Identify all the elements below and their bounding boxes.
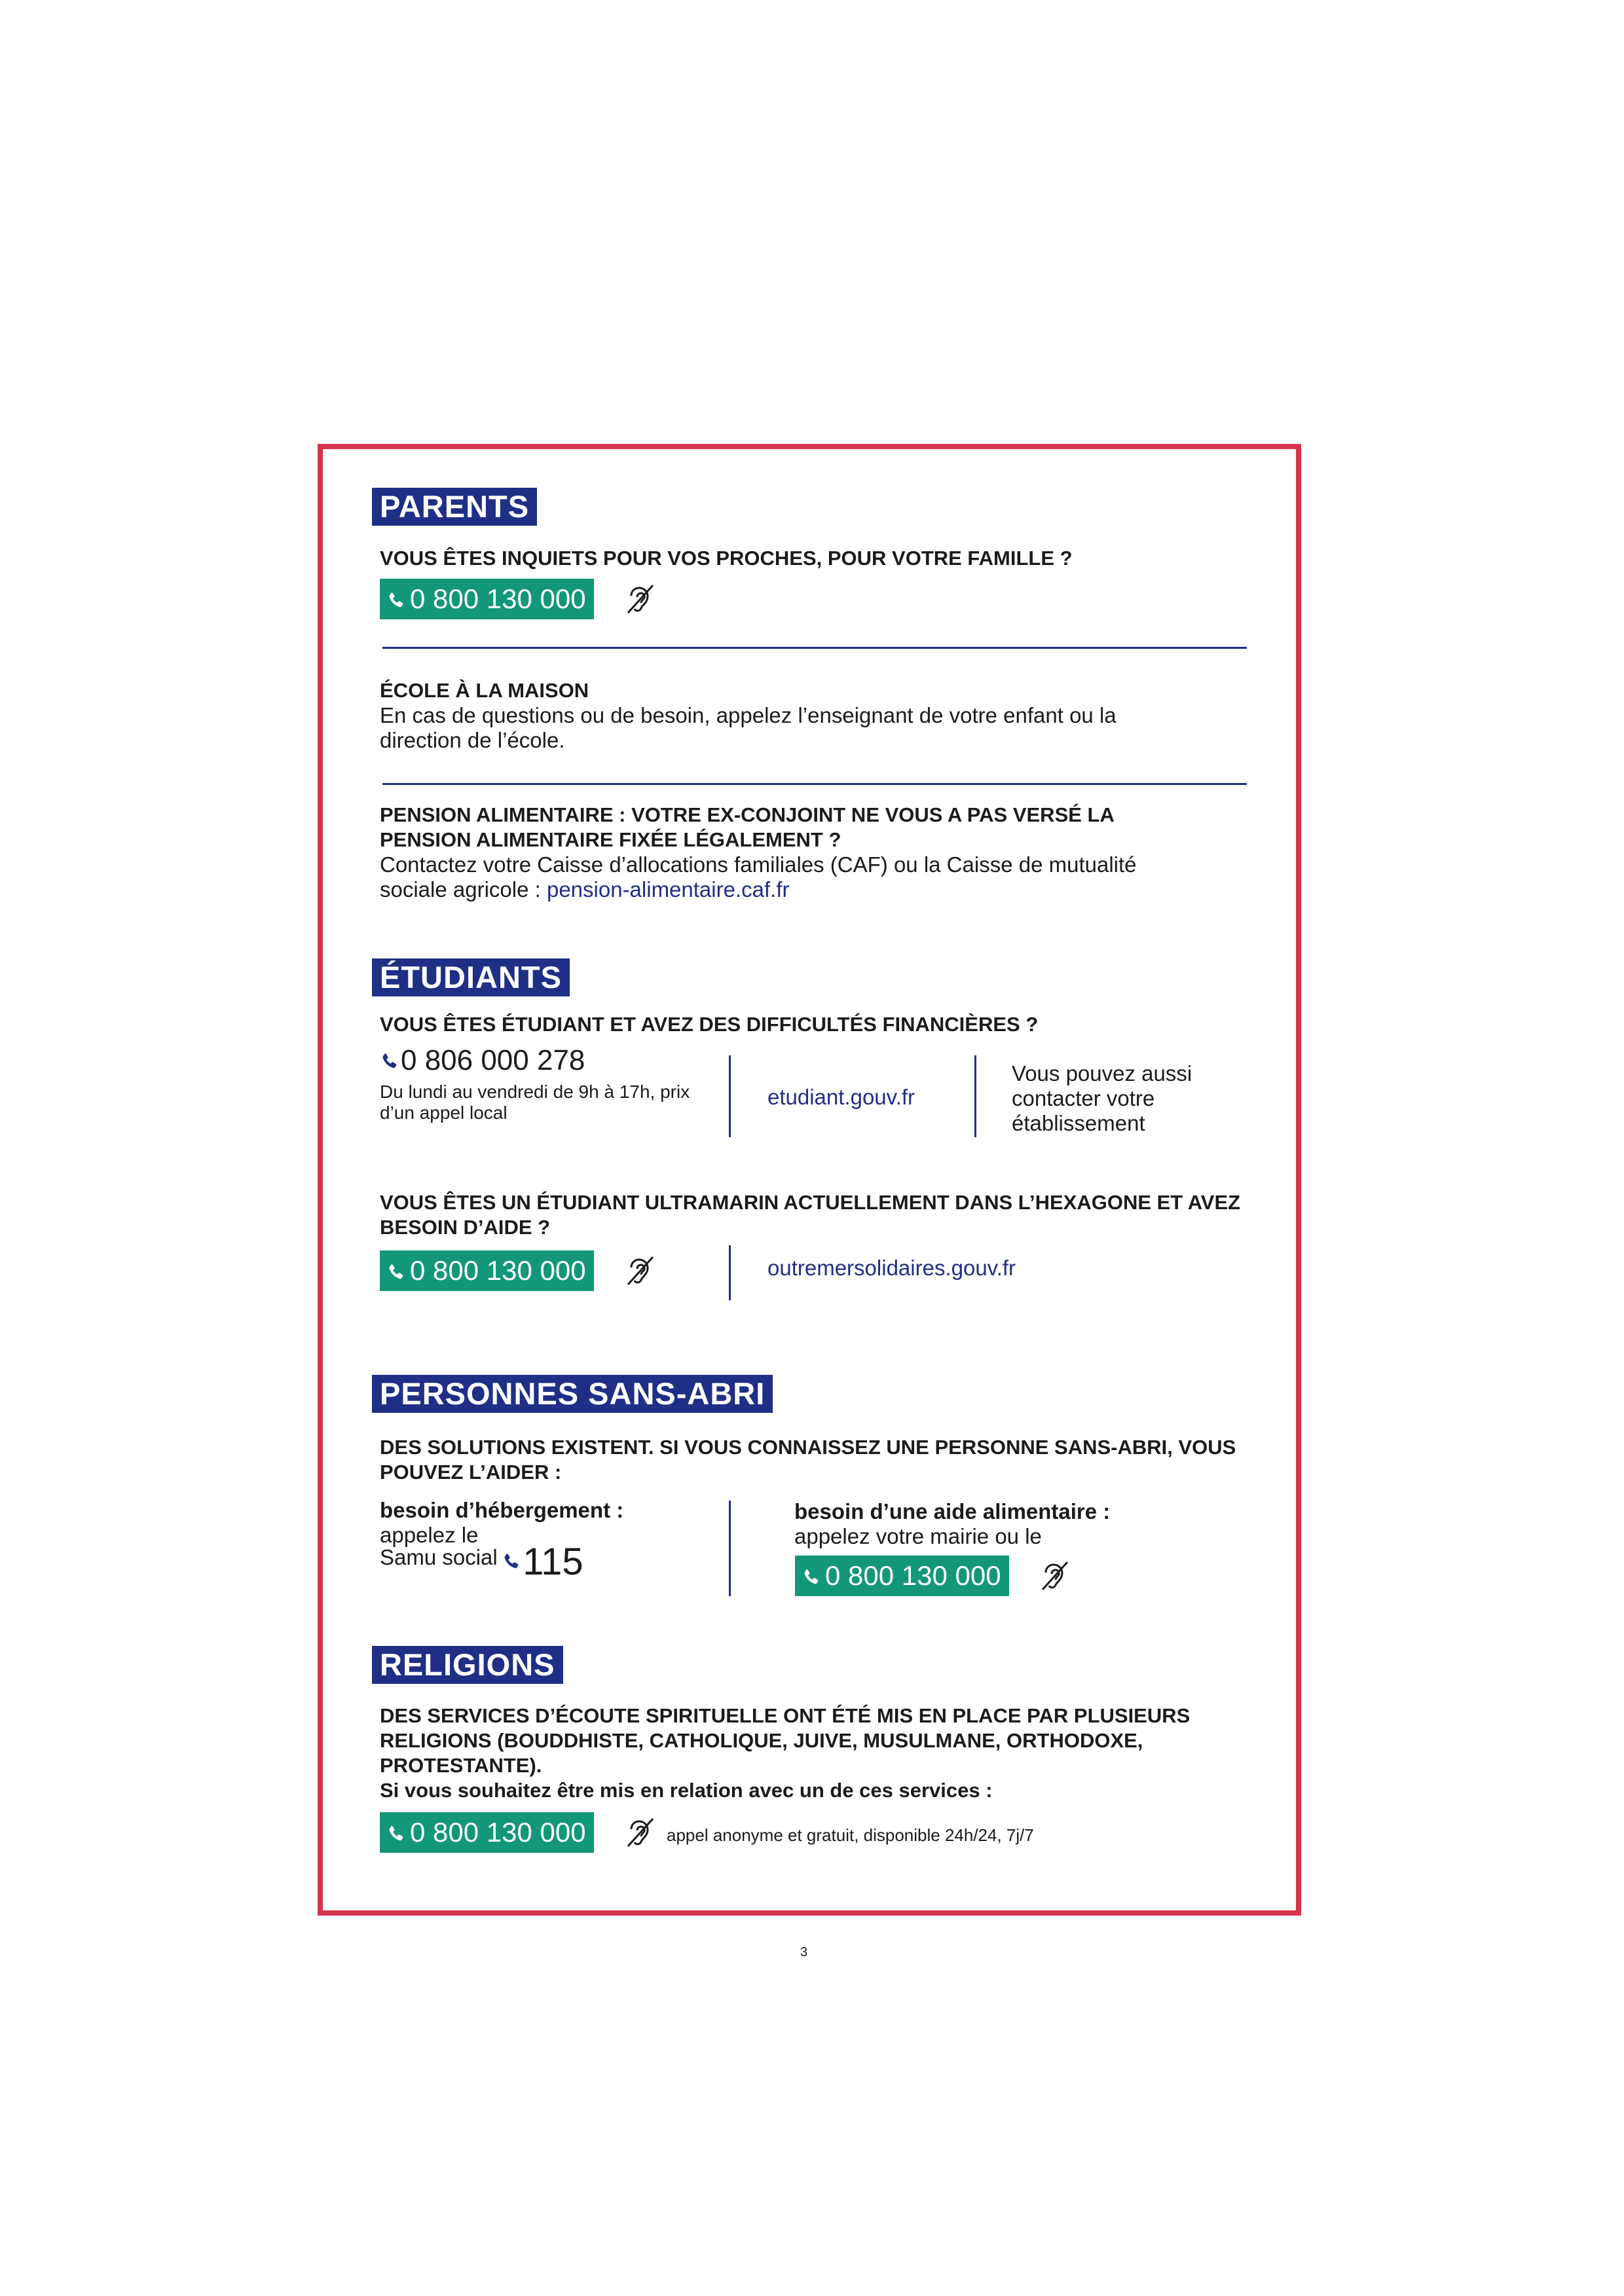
ultramarin-phone-number: 0 800 130 000 bbox=[410, 1255, 586, 1286]
homeless-intro: DES SOLUTIONS EXISTENT. SI VOUS CONNAISSEZ UNE PERSONNE SANS-ABRI, VOUS POUVEZ L’AIDER : bbox=[380, 1436, 1236, 1484]
phone-icon bbox=[378, 1051, 401, 1073]
samu-social-number: 115 bbox=[523, 1540, 583, 1583]
section-title-religions: RELIGIONS bbox=[372, 1646, 563, 1684]
ultramarin-link[interactable]: outremersolidaires.gouv.fr bbox=[767, 1256, 1016, 1280]
phone-icon bbox=[385, 590, 407, 612]
pension-link[interactable]: pension-alimentaire.caf.fr bbox=[546, 877, 790, 902]
content-frame bbox=[318, 444, 1301, 1916]
religions-phone-button[interactable] bbox=[380, 1812, 594, 1853]
homeless-left-text: appelez le bbox=[380, 1523, 479, 1547]
religions-cta: Si vous souhaitez être mis en relation avec un de ces services : bbox=[380, 1779, 993, 1802]
deaf-icon bbox=[625, 1816, 655, 1849]
students-question: VOUS ÊTES ÉTUDIANT ET AVEZ DES DIFFICULTÉS FINANCIÈRES ? bbox=[380, 1013, 1039, 1036]
divider bbox=[382, 783, 1247, 785]
ultramarin-phone-button[interactable] bbox=[380, 1250, 594, 1291]
pension-title: PENSION ALIMENTAIRE : VOTRE EX-CONJOINT NE VOUS A PAS VERSÉ LA PENSION ALIMENTAIRE FIXÉE LÉGALEMENT ? bbox=[380, 803, 1114, 851]
parents-phone-number: 0 800 130 000 bbox=[410, 583, 586, 614]
page-number: 3 bbox=[800, 1945, 808, 1959]
parents-question: VOUS ÊTES INQUIETS POUR VOS PROCHES, POUR VOTRE FAMILLE ? bbox=[380, 547, 1073, 570]
students-link[interactable]: etudiant.gouv.fr bbox=[767, 1085, 915, 1109]
samu-social-label: Samu social bbox=[380, 1545, 498, 1570]
religions-intro: DES SERVICES D’ÉCOUTE SPIRITUELLE ONT ÉTÉ MIS EN PLACE PAR PLUSIEURS RELIGIONS (BOUDDHISTE, CATHOLIQUE, JUIVE, MUSULMANE, ORTHODOXE, PROTESTANTE). bbox=[380, 1704, 1190, 1777]
homeless-phone-number: 0 800 130 000 bbox=[825, 1560, 1001, 1591]
divider bbox=[729, 1245, 731, 1300]
phone-icon bbox=[500, 1551, 523, 1573]
divider bbox=[729, 1501, 731, 1596]
ultramarin-question: VOUS ÊTES UN ÉTUDIANT ULTRAMARIN ACTUELLEMENT DANS L’HEXAGONE ET AVEZ BESOIN D’AIDE ? bbox=[380, 1191, 1241, 1239]
students-hours: Du lundi au vendredi de 9h à 17h, prix d’un appel local bbox=[380, 1082, 690, 1123]
deaf-icon bbox=[625, 1254, 655, 1287]
students-note: Vous pouvez aussi contacter votre établissement bbox=[1012, 1061, 1192, 1135]
section-title-etudiants: ÉTUDIANTS bbox=[372, 958, 570, 996]
religions-note: appel anonyme et gratuit, disponible 24h/24, 7j/7 bbox=[667, 1825, 1034, 1845]
section-title-sans-abri: PERSONNES SANS-ABRI bbox=[372, 1375, 773, 1413]
students-phone[interactable] bbox=[378, 1042, 585, 1079]
divider bbox=[974, 1055, 976, 1137]
phone-icon bbox=[385, 1823, 407, 1846]
divider bbox=[382, 647, 1247, 649]
samu-social[interactable] bbox=[380, 1541, 583, 1583]
deaf-icon bbox=[1040, 1559, 1070, 1592]
school-text: En cas de questions ou de besoin, appelez l’enseignant de votre enfant ou la direction de l’école. bbox=[380, 703, 1116, 752]
divider bbox=[729, 1055, 731, 1137]
homeless-phone-button[interactable] bbox=[795, 1556, 1009, 1596]
homeless-right-text: appelez votre mairie ou le bbox=[794, 1524, 1042, 1548]
pension-text bbox=[380, 852, 1198, 902]
students-phone-number: 0 806 000 278 bbox=[401, 1044, 585, 1076]
homeless-right-title: besoin d’une aide alimentaire : bbox=[794, 1499, 1111, 1523]
deaf-icon bbox=[625, 583, 655, 615]
phone-icon bbox=[385, 1262, 407, 1284]
phone-icon bbox=[800, 1567, 822, 1589]
parents-phone-button[interactable] bbox=[380, 579, 594, 619]
school-title: ÉCOLE À LA MAISON bbox=[380, 679, 589, 702]
homeless-left-title: besoin d’hébergement : bbox=[380, 1498, 624, 1522]
pension-text-body: Contactez votre Caisse d’allocations familiales (CAF) ou la Caisse de mutualité sociale agricole : bbox=[380, 852, 1137, 902]
religions-phone-number: 0 800 130 000 bbox=[410, 1817, 586, 1848]
section-title-parents: PARENTS bbox=[372, 488, 537, 526]
